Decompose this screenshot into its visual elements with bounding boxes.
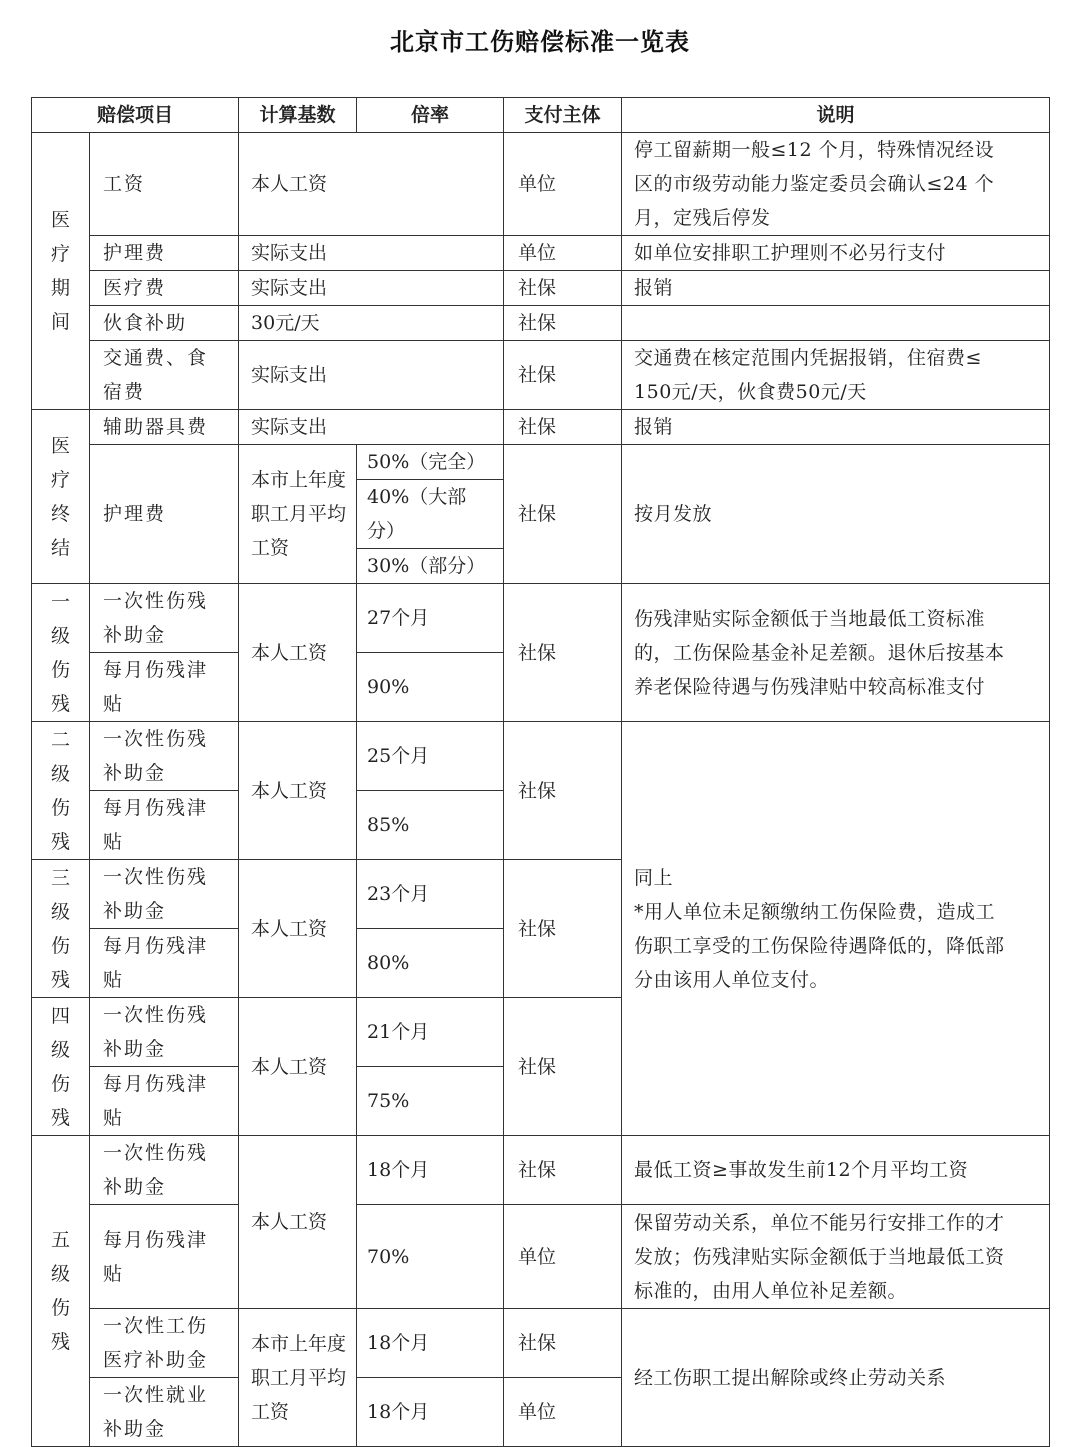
item-monthly: 每月伤残津贴 [90,929,239,998]
rate-cell: 75% [357,1067,504,1136]
category-medical-period: 医疗期间 [32,133,90,410]
header-item: 赔偿项目 [32,98,239,133]
table-row [32,722,1050,791]
header-row [32,98,1050,133]
rate-cell: 80% [357,929,504,998]
table-row [32,271,1050,306]
category-medical-end: 医疗终结 [32,410,90,584]
item-nursing: 护理费 [90,236,239,271]
payer-cell: 社保 [504,341,622,410]
rate-cell: 18个月 [357,1309,504,1378]
note-level5-monthly: 保留劳动关系，单位不能另行安排工作的才 发放；伤残津贴实际金额低于当地最低工资 标准的，由用人单位补足差额。 [622,1205,1050,1309]
item-lump-sum: 一次性伤残补助金 [90,584,239,653]
rate-cell: 18个月 [357,1378,504,1447]
item-meal: 伙食补助 [90,306,239,341]
item-employment-lump: 一次性就业补助金 [90,1378,239,1447]
table-row [32,236,1050,271]
basis-cell: 本人工资 [239,584,357,722]
note-level5-termination: 经工伤职工提出解除或终止劳动关系 [622,1309,1050,1447]
rate-cell: 85% [357,791,504,860]
note-wage: 停工留薪期一般≤12 个月，特殊情况经设 区的市级劳动能力鉴定委员会确认≤24 个 月，定残后停发 [622,133,1050,236]
table-row [32,341,1050,410]
basis-cell: 本市上年度职工月平均工资 [239,1309,357,1447]
item-lump-sum: 一次性伤残补助金 [90,998,239,1067]
category-level1: 一级伤残 [32,584,90,722]
payer-cell: 单位 [504,1205,622,1309]
note-nursing-end: 按月发放 [622,445,1050,584]
note-transport: 交通费在核定范围内凭据报销，住宿费≤ 150元/天，伙食费50元/天 [622,341,1050,410]
payer-cell: 社保 [504,1309,622,1378]
category-level2: 二级伤残 [32,722,90,860]
rate-cell: 50%（完全） [357,445,504,480]
item-transport: 交通费、食宿费 [90,341,239,410]
payer-cell: 社保 [504,860,622,998]
header-payer: 支付主体 [504,98,622,133]
basis-cell: 实际支出 [239,341,504,410]
table-row [32,133,1050,236]
note-level5-lump: 最低工资≥事故发生前12个月平均工资 [622,1136,1050,1205]
rate-cell: 25个月 [357,722,504,791]
payer-cell: 单位 [504,133,622,236]
page-title: 北京市工伤赔偿标准一览表 [390,28,690,56]
basis-cell: 本人工资 [239,133,504,236]
category-level5: 五级伤残 [32,1136,90,1447]
item-lump-sum: 一次性伤残补助金 [90,1136,239,1205]
item-wage: 工资 [90,133,239,236]
compensation-table [31,97,1050,1447]
table-row [32,410,1050,445]
note-medical-fee: 报销 [622,271,1050,306]
payer-cell: 单位 [504,1378,622,1447]
item-monthly: 每月伤残津贴 [90,1067,239,1136]
rate-cell: 27个月 [357,584,504,653]
category-level4: 四级伤残 [32,998,90,1136]
payer-cell: 社保 [504,445,622,584]
item-aids: 辅助器具费 [90,410,239,445]
basis-cell: 实际支出 [239,271,504,306]
table-row [32,1136,1050,1205]
basis-cell: 本人工资 [239,722,357,860]
header-basis: 计算基数 [239,98,357,133]
basis-cell: 本人工资 [239,1136,357,1309]
item-nursing-end: 护理费 [90,445,239,584]
payer-cell: 社保 [504,1136,622,1205]
payer-cell: 社保 [504,722,622,860]
payer-cell: 社保 [504,410,622,445]
note-aids: 报销 [622,410,1050,445]
table-row [32,306,1050,341]
rate-cell: 21个月 [357,998,504,1067]
item-monthly: 每月伤残津贴 [90,653,239,722]
basis-cell: 本人工资 [239,860,357,998]
table-row [32,584,1050,653]
note-empty [622,306,1050,341]
item-medical-lump: 一次性工伤医疗补助金 [90,1309,239,1378]
item-lump-sum: 一次性伤残补助金 [90,722,239,791]
header-note: 说明 [622,98,1050,133]
note-level1: 伤残津贴实际金额低于当地最低工资标准 的，工伤保险基金补足差额。退休后按基本 养老保险待遇与伤残津贴中较高标准支付 [622,584,1050,722]
payer-cell: 社保 [504,998,622,1136]
table-row [32,1309,1050,1378]
header-rate: 倍率 [357,98,504,133]
note-nursing: 如单位安排职工护理则不必另行支付 [622,236,1050,271]
rate-cell: 18个月 [357,1136,504,1205]
payer-cell: 社保 [504,271,622,306]
item-medical-fee: 医疗费 [90,271,239,306]
rate-cell: 23个月 [357,860,504,929]
category-level3: 三级伤残 [32,860,90,998]
basis-cell: 实际支出 [239,410,504,445]
item-monthly: 每月伤残津贴 [90,1205,239,1309]
item-monthly: 每月伤残津贴 [90,791,239,860]
payer-cell: 单位 [504,236,622,271]
rate-cell: 90% [357,653,504,722]
basis-cell: 实际支出 [239,236,504,271]
item-lump-sum: 一次性伤残补助金 [90,860,239,929]
note-same-as-above: 同上 *用人单位未足额缴纳工伤保险费，造成工 伤职工享受的工伤保险待遇降低的，降低部 分由该用人单位支付。 [622,722,1050,1136]
table-row [32,445,1050,480]
payer-cell: 社保 [504,584,622,722]
rate-cell: 40%（大部分） [357,480,504,549]
basis-cell: 本人工资 [239,998,357,1136]
table-row [32,1205,1050,1309]
rate-cell: 70% [357,1205,504,1309]
rate-cell: 30%（部分） [357,549,504,584]
payer-cell: 社保 [504,306,622,341]
basis-cell: 30元/天 [239,306,504,341]
basis-cell: 本市上年度职工月平均工资 [239,445,357,584]
